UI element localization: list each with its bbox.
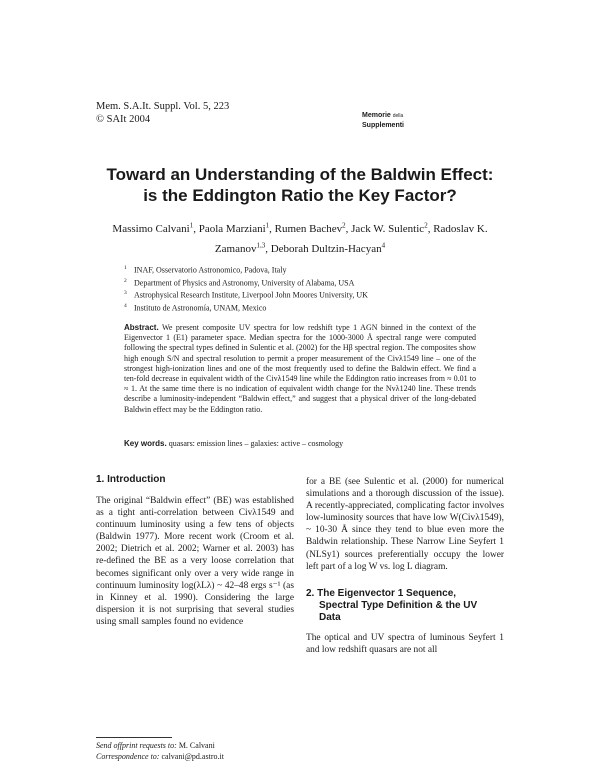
affiliation xyxy=(124,276,368,289)
author xyxy=(199,223,275,235)
author-affiliation-mark: 2 xyxy=(342,221,346,229)
author xyxy=(112,223,198,235)
author-affiliation-mark: 1 xyxy=(189,221,194,229)
section-2-text: The optical and UV spectra of luminous Seyfert 1 and low redshift quasars are not all xyxy=(306,632,504,655)
author-separator: , xyxy=(193,222,199,235)
author xyxy=(275,223,352,235)
author-name: Radoslav K. Zamanov xyxy=(214,222,488,256)
author-name: Jack W. Sulentic xyxy=(351,222,425,235)
journal-copyright: © SAIt 2004 xyxy=(96,114,151,125)
author-separator: , xyxy=(345,222,352,235)
logo-word-memorie: Memorie xyxy=(362,112,391,119)
author-list xyxy=(96,217,504,258)
section-1-continued: for a BE (see Sulentic et al. (2000) for numerical simulations and a thorough discussion of the issue). A recently-appreciated, complicating factor involves low-luminosity sources that have low W(Civλ1549), ~ 10-30 Å since they tend to blue even more the Baldwin relationship. These Narrow Line Seyfert 1 (NLSy1) sources preferentially occupy the lower left part of a log W vs. log L diagram. xyxy=(306,477,504,572)
footnote-divider xyxy=(96,737,172,738)
author-name: Massimo Calvani xyxy=(112,222,190,235)
author-affiliation-mark: 1 xyxy=(265,221,270,229)
journal-logo xyxy=(362,111,404,131)
offprint-label: Send offprint requests to: xyxy=(96,741,177,750)
title-line-2: is the Eddington Ratio the Key Factor? xyxy=(143,186,457,205)
title-line-1: Toward an Understanding of the Baldwin Effect: xyxy=(106,165,494,184)
author-separator: , xyxy=(427,222,434,235)
author-separator: , xyxy=(265,243,271,256)
section-1-heading: 1. Introduction xyxy=(96,474,166,485)
affiliation xyxy=(124,263,368,276)
logo-word-della: della xyxy=(392,113,404,119)
affiliation xyxy=(124,301,368,314)
right-column xyxy=(306,476,504,656)
author-affiliation-mark: 4 xyxy=(381,241,386,250)
paper-title xyxy=(60,164,540,206)
author-affiliation-mark: 2 xyxy=(424,221,428,229)
author-name: Deborah Dultzin-Hacyan xyxy=(270,243,382,256)
keywords-label: Key words. xyxy=(124,439,167,448)
journal-citation: Mem. S.A.It. Suppl. Vol. 5, 223 xyxy=(96,101,230,112)
affiliation-number: 2 xyxy=(124,277,127,284)
left-column xyxy=(96,474,294,628)
author xyxy=(271,243,385,255)
affiliation-text: INAF, Osservatorio Astronomico, Padova, Italy xyxy=(134,265,287,275)
keywords xyxy=(124,439,476,449)
logo-word-supplementi: Supplementi xyxy=(362,122,405,129)
author-name: Rumen Bachev xyxy=(274,222,343,235)
journal-header xyxy=(96,100,229,126)
affiliation xyxy=(124,288,368,301)
affiliation-number: 4 xyxy=(124,302,127,309)
abstract-text: We present composite UV spectra for low redshift type 1 AGN binned in the context of the Eigenvector 1 (E1) parameter space. Median spectra for the 1000-3000 Å spectral range were computed following the spectral types defined in Sulentic et al. (2002) for the Hβ spectral region. The composites show high enough S/N and spectral resolution to permit a proper measurement of the Civλ1549 line – one of the strongest high-ionization lines and one of the most frequently used to define the Baldwin effect. We find a ten-fold decrease in equivalent width of the Civλ1549 line while the Eddington ratio increases from ≈ 0.01 to ≈ 1. At the same time there is no indication of equivalent width change for the Nvλ1240 line. These trends describe a luminosity-independent “Baldwin effect,” and suggest that a physical driver of the long-debated Baldwin effect may be the Eddington ratio. xyxy=(124,323,477,414)
correspondence-email: calvani@pd.astro.it xyxy=(161,752,224,761)
section-1-text: The original “Baldwin effect” (BE) was established as a tight anti-correlation between Civλ1549 and continuum luminosity using a few tens of objects (Baldwin 1977). More recent work (Croom et al. 2002; Dietrich et al. 2002; Warner et al. 2003) has re-defined the BE as a very loose correlation that becomes significant only over a very wide range in continuum luminosity log(λLλ) ~ 42–48 ergs s⁻¹ (as in Kinney et al. 1990). Considering the large dispersion it is not surprising that several studies using small samples found no evidence xyxy=(96,496,294,627)
affiliation-text: Astrophysical Research Institute, Liverpool John Moores University, UK xyxy=(134,290,368,300)
correspondence-label: Correspondence to: xyxy=(96,752,160,761)
section-2-heading-line-2: Spectral Type Definition & the UV xyxy=(319,599,478,611)
affiliation-text: Department of Physics and Astronomy, University of Alabama, USA xyxy=(134,278,355,288)
affiliation-text: Instituto de Astronomía, UNAM, Mexico xyxy=(134,303,267,313)
author xyxy=(351,223,433,235)
offprint-value: M. Calvani xyxy=(178,741,215,750)
footnotes xyxy=(96,740,224,762)
section-2-heading xyxy=(306,588,504,624)
keywords-text: quasars: emission lines – galaxies: active – cosmology xyxy=(168,439,344,448)
author-name: Paola Marziani xyxy=(198,222,266,235)
section-2-heading-line-1: 2. The Eigenvector 1 Sequence, xyxy=(306,587,457,599)
abstract xyxy=(124,323,476,415)
author-separator: , xyxy=(269,222,275,235)
section-2-heading-line-3: Data xyxy=(319,611,341,623)
author-affiliation-mark: 1,3 xyxy=(256,241,266,250)
footnote-correspondence xyxy=(96,751,224,762)
affiliation-number: 3 xyxy=(124,290,127,297)
affiliation-number: 1 xyxy=(124,265,127,271)
footnote-offprint xyxy=(96,740,224,751)
abstract-label: Abstract. xyxy=(124,323,159,332)
affiliation-list xyxy=(124,263,368,314)
